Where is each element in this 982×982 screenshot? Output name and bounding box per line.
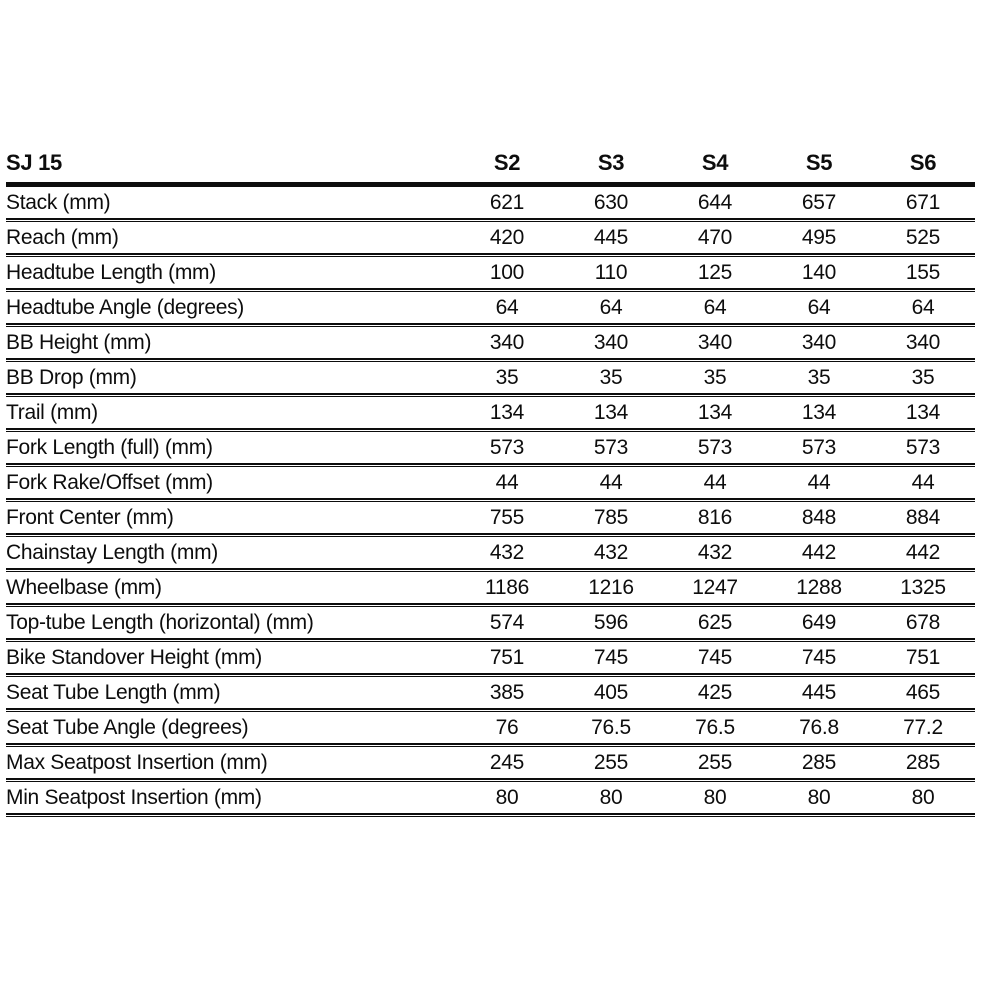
- table-body: [6, 187, 975, 817]
- table-row: [6, 502, 975, 533]
- row-value: 77.2: [903, 715, 943, 739]
- row-value: 1216: [588, 575, 634, 599]
- row-value: 755: [489, 505, 525, 529]
- row-label: Trail (mm): [6, 400, 98, 424]
- row-value: 100: [489, 260, 525, 284]
- row-value: 573: [801, 435, 837, 459]
- row-value: 745: [697, 645, 733, 669]
- row-value: 340: [697, 330, 733, 354]
- row-value: 340: [489, 330, 525, 354]
- row-value: 134: [697, 400, 733, 424]
- row-value: 625: [697, 610, 733, 634]
- row-value: 64: [599, 295, 623, 319]
- row-value: 596: [593, 610, 629, 634]
- table-row: [6, 432, 975, 463]
- row-label: Front Center (mm): [6, 505, 174, 529]
- row-value: 470: [697, 225, 733, 249]
- geometry-table: [6, 146, 975, 817]
- row-value: 80: [599, 785, 623, 809]
- row-value: 420: [489, 225, 525, 249]
- table-row: [6, 467, 975, 498]
- row-label: Stack (mm): [6, 190, 111, 214]
- table-row: [6, 607, 975, 638]
- size-header-s4: S4: [701, 150, 729, 175]
- row-value: 44: [703, 470, 727, 494]
- row-value: 80: [495, 785, 519, 809]
- row-value: 432: [489, 540, 525, 564]
- row-value: 745: [801, 645, 837, 669]
- row-value: 44: [599, 470, 623, 494]
- row-value: 385: [489, 680, 525, 704]
- row-value: 442: [905, 540, 941, 564]
- size-header-s6: S6: [909, 150, 937, 175]
- row-label: Seat Tube Angle (degrees): [6, 715, 249, 739]
- row-value: 574: [489, 610, 525, 634]
- row-value: 649: [801, 610, 837, 634]
- table-row: [6, 747, 975, 778]
- row-value: 445: [593, 225, 629, 249]
- row-value: 442: [801, 540, 837, 564]
- table-row: [6, 782, 975, 813]
- row-value: 425: [697, 680, 733, 704]
- row-value: 751: [489, 645, 525, 669]
- row-value: 884: [905, 505, 941, 529]
- row-value: 285: [905, 750, 941, 774]
- row-value: 621: [489, 190, 525, 214]
- row-label: BB Drop (mm): [6, 365, 137, 389]
- row-value: 445: [801, 680, 837, 704]
- row-label: Headtube Angle (degrees): [6, 295, 244, 319]
- size-header-s3: S3: [597, 150, 625, 175]
- row-value: 671: [905, 190, 941, 214]
- row-value: 751: [905, 645, 941, 669]
- row-value: 80: [807, 785, 831, 809]
- row-label: Bike Standover Height (mm): [6, 645, 262, 669]
- row-label: BB Height (mm): [6, 330, 152, 354]
- row-value: 644: [697, 190, 733, 214]
- row-label: Top-tube Length (horizontal) (mm): [6, 610, 314, 634]
- row-value: 816: [697, 505, 733, 529]
- row-value: 35: [807, 365, 831, 389]
- row-label: Min Seatpost Insertion (mm): [6, 785, 262, 809]
- row-value: 630: [593, 190, 629, 214]
- table-row: [6, 677, 975, 708]
- row-value: 64: [807, 295, 831, 319]
- table-row: [6, 537, 975, 568]
- table-header-row: [6, 146, 975, 187]
- row-value: 64: [911, 295, 935, 319]
- row-label: Chainstay Length (mm): [6, 540, 218, 564]
- table-row: [6, 642, 975, 673]
- table-row: [6, 292, 975, 323]
- row-value: 76.5: [695, 715, 735, 739]
- row-value: 134: [489, 400, 525, 424]
- row-value: 432: [593, 540, 629, 564]
- row-value: 1247: [692, 575, 738, 599]
- row-label: Wheelbase (mm): [6, 575, 162, 599]
- row-value: 465: [905, 680, 941, 704]
- row-label: Max Seatpost Insertion (mm): [6, 750, 268, 774]
- row-value: 573: [697, 435, 733, 459]
- row-value: 405: [593, 680, 629, 704]
- row-divider: [6, 813, 975, 817]
- row-value: 35: [599, 365, 623, 389]
- row-value: 432: [697, 540, 733, 564]
- row-value: 1325: [900, 575, 946, 599]
- row-value: 573: [489, 435, 525, 459]
- row-label: Headtube Length (mm): [6, 260, 216, 284]
- row-label: Fork Length (full) (mm): [6, 435, 213, 459]
- row-value: 76.8: [799, 715, 839, 739]
- row-value: 340: [905, 330, 941, 354]
- row-value: 44: [807, 470, 831, 494]
- row-value: 657: [801, 190, 837, 214]
- row-value: 80: [703, 785, 727, 809]
- row-value: 125: [697, 260, 733, 284]
- row-value: 255: [593, 750, 629, 774]
- table-row: [6, 397, 975, 428]
- row-value: 678: [905, 610, 941, 634]
- size-header-s5: S5: [805, 150, 833, 175]
- table-row: [6, 327, 975, 358]
- row-label: Seat Tube Length (mm): [6, 680, 221, 704]
- row-value: 255: [697, 750, 733, 774]
- row-value: 140: [801, 260, 837, 284]
- row-value: 285: [801, 750, 837, 774]
- row-value: 785: [593, 505, 629, 529]
- row-value: 134: [905, 400, 941, 424]
- row-value: 35: [703, 365, 727, 389]
- row-label: Fork Rake/Offset (mm): [6, 470, 213, 494]
- row-value: 64: [703, 295, 727, 319]
- row-value: 64: [495, 295, 519, 319]
- table-row: [6, 712, 975, 743]
- row-value: 76: [495, 715, 519, 739]
- table-row: [6, 187, 975, 218]
- row-value: 44: [495, 470, 519, 494]
- row-value: 76.5: [591, 715, 631, 739]
- row-value: 573: [905, 435, 941, 459]
- row-value: 573: [593, 435, 629, 459]
- row-value: 134: [593, 400, 629, 424]
- row-value: 245: [489, 750, 525, 774]
- row-value: 340: [593, 330, 629, 354]
- row-value: 848: [801, 505, 837, 529]
- table-row: [6, 572, 975, 603]
- row-value: 1186: [485, 575, 529, 599]
- row-label: Reach (mm): [6, 225, 119, 249]
- row-value: 525: [905, 225, 941, 249]
- table-row: [6, 257, 975, 288]
- row-value: 35: [911, 365, 935, 389]
- table-title: SJ 15: [6, 150, 62, 175]
- row-value: 1288: [796, 575, 842, 599]
- row-value: 134: [801, 400, 837, 424]
- size-header-s2: S2: [493, 150, 521, 175]
- row-value: 155: [905, 260, 941, 284]
- table-row: [6, 222, 975, 253]
- row-value: 35: [495, 365, 519, 389]
- row-value: 80: [911, 785, 935, 809]
- row-value: 44: [911, 470, 935, 494]
- row-value: 745: [593, 645, 629, 669]
- table-row: [6, 362, 975, 393]
- row-value: 340: [801, 330, 837, 354]
- row-value: 110: [594, 260, 628, 284]
- row-value: 495: [801, 225, 837, 249]
